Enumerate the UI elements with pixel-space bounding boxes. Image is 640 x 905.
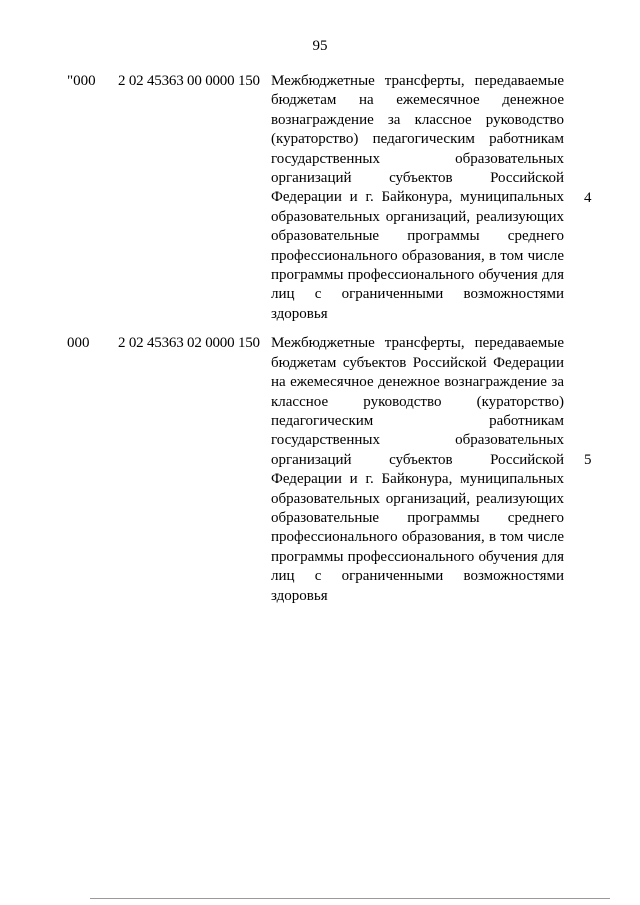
table-row bbox=[0, 334, 640, 606]
description-line: лиц с ограниченными возможностями bbox=[271, 286, 564, 303]
description-line: здоровья bbox=[271, 587, 328, 604]
appendix-number: 4 bbox=[584, 190, 592, 206]
description-line: организаций субъектов Российской bbox=[271, 170, 564, 187]
table-row bbox=[0, 72, 640, 324]
description-line: Межбюджетные трансферты, передаваемые bbox=[271, 73, 564, 89]
description-line: государственных образовательных bbox=[271, 432, 564, 449]
description-line: бюджетам на ежемесячное денежное bbox=[271, 92, 564, 109]
description-line: Межбюджетные трансферты, передаваемые bbox=[271, 335, 564, 352]
page-number: 95 bbox=[312, 38, 328, 54]
description-line: классное руководство (кураторство) bbox=[271, 393, 564, 410]
description-line: образовательных организаций, реализующих bbox=[271, 208, 564, 225]
description-line: образовательные программы среднего bbox=[271, 509, 564, 526]
description-line: здоровья bbox=[271, 305, 328, 322]
description-line: бюджетам субъектов Российской Федерации bbox=[271, 354, 564, 371]
description-line: профессионального образования, в том числе bbox=[271, 529, 564, 546]
description-line: Федерации и г. Байконура, муниципальных bbox=[271, 471, 564, 488]
row-description bbox=[271, 72, 564, 324]
description-line: организаций субъектов Российской bbox=[271, 451, 564, 468]
description-line: программы профессионального обучения для bbox=[271, 267, 564, 284]
description-line: на ежемесячное денежное вознаграждение за bbox=[271, 374, 564, 391]
appendix-number: 5 bbox=[584, 452, 592, 469]
description-line: образовательные программы среднего bbox=[271, 228, 564, 245]
admin-code: 000 bbox=[67, 335, 90, 352]
description-line: государственных образовательных bbox=[271, 150, 564, 167]
classification-table bbox=[0, 72, 640, 616]
bottom-scan-edge bbox=[90, 898, 610, 899]
description-line: (кураторство) педагогическим работникам bbox=[271, 131, 564, 148]
description-line: профессионального образования, в том числе bbox=[271, 247, 564, 264]
budget-classification-code: 2 02 45363 00 0000 150 bbox=[118, 73, 260, 89]
description-line: лиц с ограниченными возможностями bbox=[271, 568, 564, 585]
description-line: педагогическим работникам bbox=[271, 412, 564, 429]
description-line: программы профессионального обучения для bbox=[271, 548, 564, 565]
description-line: вознаграждение за классное руководство bbox=[271, 111, 564, 128]
admin-code: "000 bbox=[67, 73, 96, 89]
budget-classification-code: 2 02 45363 02 0000 150 bbox=[118, 335, 260, 352]
description-line: Федерации и г. Байконура, муниципальных bbox=[271, 189, 564, 206]
description-line: образовательных организаций, реализующих bbox=[271, 490, 564, 507]
row-description bbox=[271, 334, 564, 606]
